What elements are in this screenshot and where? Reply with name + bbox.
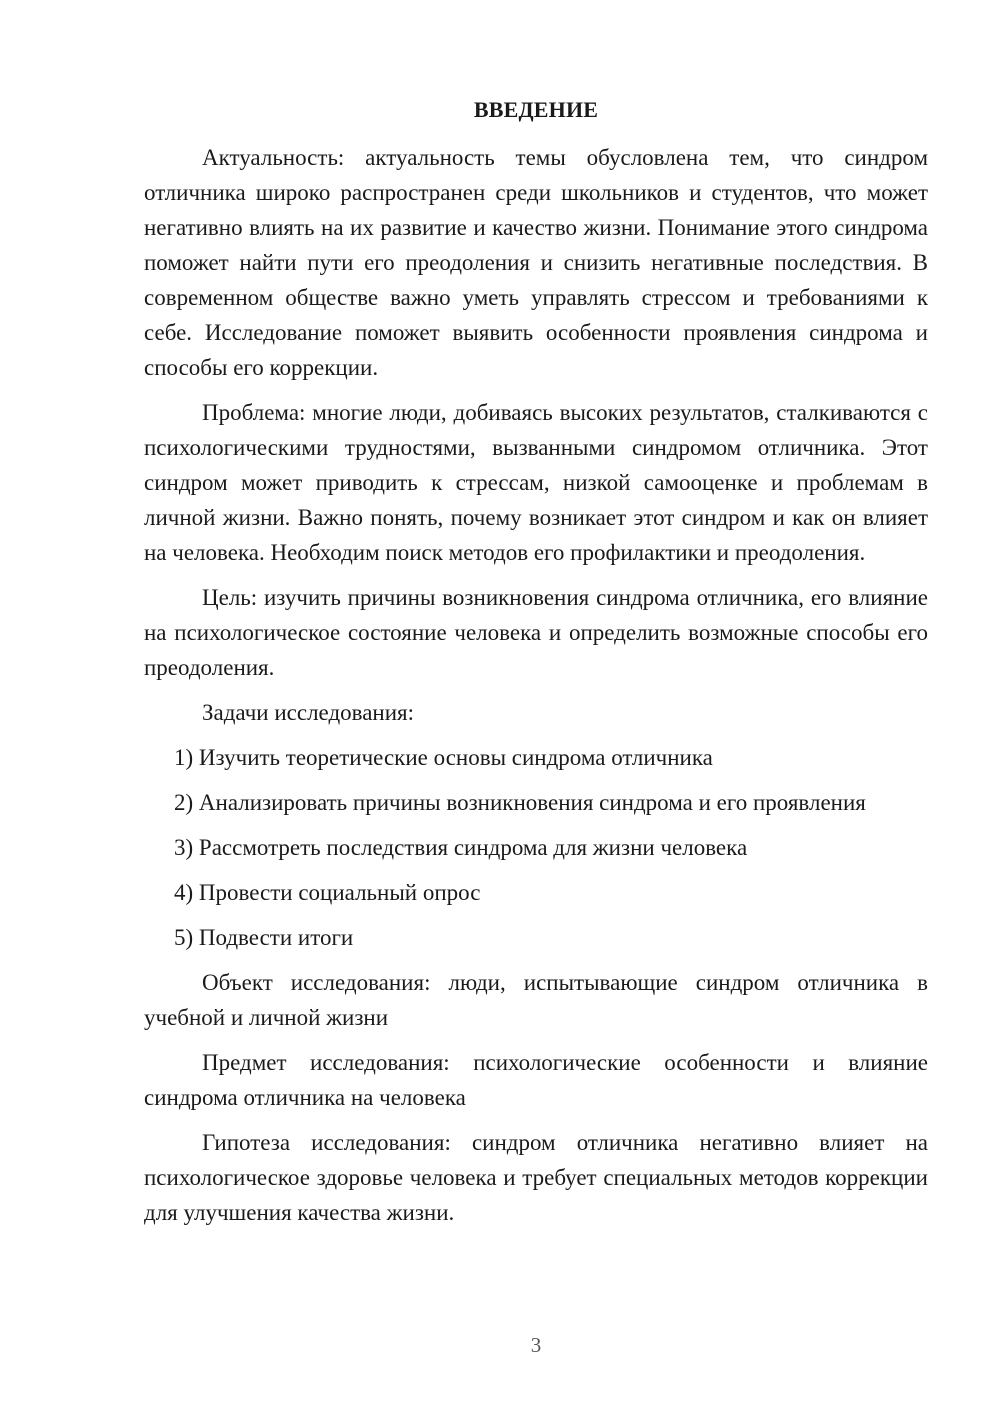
paragraph-object: Объект исследования: люди, испытывающие синдром отличника в учебной и личной жизни: [144, 970, 928, 1030]
task-item: 4) Провести социальный опрос: [174, 880, 481, 905]
paragraph-subject: Предмет исследования: психологические особенности и влияние синдрома отличника на человека: [144, 1050, 928, 1110]
paragraph-relevance: Актуальность: актуальность темы обусловлена тем, что синдром отличника широко распространен среди школьников и студентов, что может негативно влиять на их развитие и качество жизни. Понимание этого синдрома поможет найти пути его преодоления и снизить негативные последствия. В современном обществе важно уметь управлять стрессом и требованиями к себе. Исследование поможет выявить особенности проявления синдрома и способы его коррекции.: [144, 145, 928, 380]
task-item: 3) Рассмотреть последствия синдрома для жизни человека: [174, 835, 748, 860]
document-body: [144, 93, 928, 1240]
paragraph-hypothesis: Гипотеза исследования: синдром отличника негативно влияет на психологическое здоровье человека и требует специальных методов коррекции для улучшения качества жизни.: [144, 1130, 928, 1225]
task-item: 2) Анализировать причины возникновения синдрома и его проявления: [174, 790, 866, 815]
task-item: 5) Подвести итоги: [174, 925, 354, 950]
page-number: 3: [530, 1333, 542, 1357]
task-item: 1) Изучить теоретические основы синдрома отличника: [174, 745, 713, 770]
section-title: ВВЕДЕНИЕ: [473, 97, 599, 122]
paragraph-goal: Цель: изучить причины возникновения синдрома отличника, его влияние на психологическое состояние человека и определить возможные способы его преодоления.: [144, 585, 928, 680]
tasks-heading: Задачи исследования:: [202, 700, 415, 725]
paragraph-problem: Проблема: многие люди, добиваясь высоких результатов, сталкиваются с психологическими трудностями, вызванными синдромом отличника. Этот синдром может приводить к стрессам, низкой самооценке и проблемам в личной жизни. Важно понять, почему возникает этот синдром и как он влияет на человека. Необходим поиск методов его профилактики и преодоления.: [144, 400, 928, 565]
tasks-list: [144, 740, 928, 955]
